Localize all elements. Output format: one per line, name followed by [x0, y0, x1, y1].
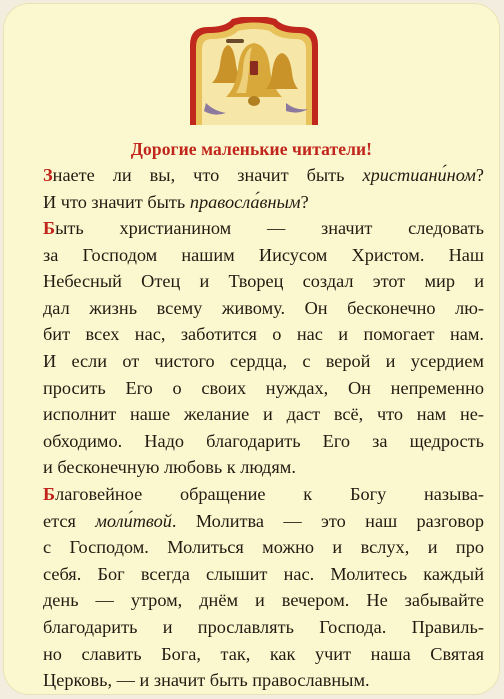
- text-line: за Господом нашим Иисусом Христом. Наш: [43, 244, 484, 265]
- text-line: себя. Бог всегда слышит нас. Молитесь каждый: [43, 563, 484, 584]
- text-line: но славить Бога, так, как учит наша Святая: [43, 643, 484, 664]
- page-card: [3, 3, 500, 695]
- drop-letter: Б: [43, 484, 56, 504]
- paragraph-prayer: [43, 481, 484, 694]
- text-line: И если от чистого сердца, с верой и усердием: [43, 350, 484, 371]
- text-line: [43, 215, 484, 242]
- italic-term: моли́твой: [95, 510, 172, 531]
- text-span: И что значит быть: [43, 191, 190, 212]
- text-line: Церковь, — и значит быть православным.: [43, 670, 370, 691]
- text-span: ?: [300, 191, 309, 212]
- text-line: обходимо. Надо благодарить Его за щедрость: [43, 430, 484, 451]
- page-title: Дорогие маленькие читатели!: [130, 139, 373, 159]
- drop-letter: Б: [43, 218, 56, 238]
- text-line: бит всех нас, заботится о нас и помогает нам.: [43, 324, 484, 345]
- text-span: ?: [475, 165, 484, 185]
- italic-term: христиани́ном: [362, 165, 476, 185]
- text-line: благодарить и прославлять Господа. Правиль-: [43, 616, 484, 637]
- drop-letter: З: [43, 165, 53, 185]
- text-line: Небесный Отец и Творец создал этот мир и: [43, 271, 484, 292]
- text-line: с Господом. Молиться можно и вслух, и про: [43, 537, 484, 558]
- text-line: исполнит наше желание и даст всё, что нам не-: [43, 404, 484, 425]
- text-span: ется: [43, 510, 96, 531]
- text-span: ыть христианином — значит следовать: [55, 218, 484, 238]
- text-line: [43, 189, 484, 216]
- text-line: [43, 508, 484, 535]
- text-line: [43, 481, 484, 508]
- text-line: [43, 162, 484, 189]
- text-line: день — утром, днём и вечером. Не забывайте: [43, 590, 484, 611]
- text-span: лаговейное обращение к Богу называ-: [55, 484, 484, 504]
- paragraph-christian: [43, 215, 484, 481]
- italic-term: правосла́вным: [189, 191, 301, 212]
- text-line: просить Его о своих нуждах, Он непременно: [43, 377, 484, 398]
- paragraph-intro: [43, 162, 484, 215]
- text-span: наете ли вы, что значит быть: [52, 165, 363, 185]
- text-line: дал жизнь всему живому. Он бесконечно лю-: [43, 297, 484, 318]
- church-bells-icon: [186, 17, 322, 125]
- text-span: . Молитва — это наш разговор: [171, 510, 484, 531]
- text-line: и бесконечную любовь к людям.: [43, 457, 296, 478]
